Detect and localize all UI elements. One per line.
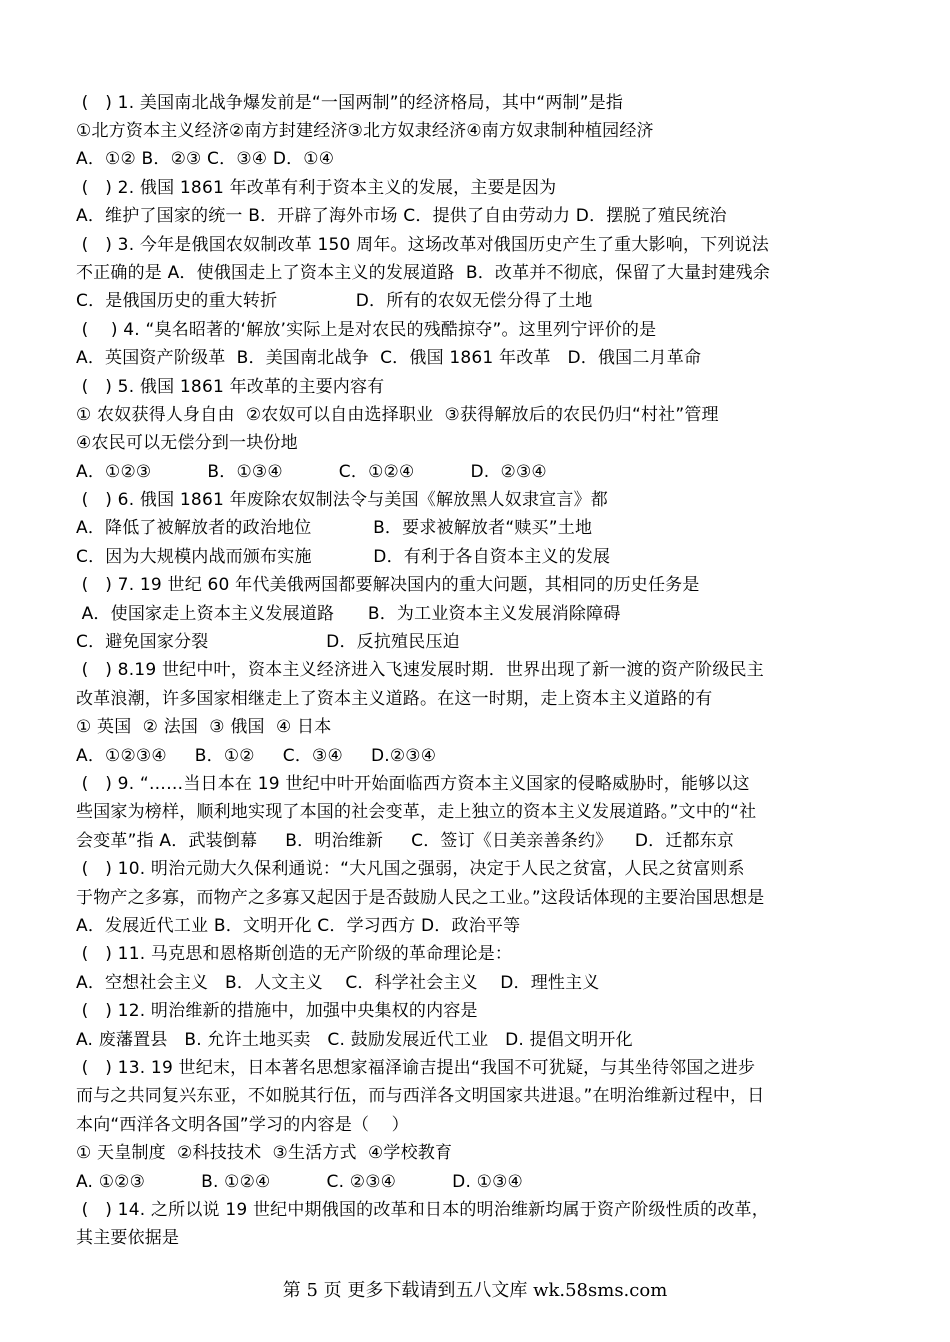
text-line: A．空想社会主义 B．人文主义 C．科学社会主义 D．理性主义	[76, 973, 600, 993]
text-line: ( ) 6. 俄国 1861 年废除农奴制法令与美国《解放黑人奴隶宣言》都	[76, 490, 608, 510]
text-line: A．发展近代工业 B．文明开化 C．学习西方 D．政治平等	[76, 916, 521, 936]
text-line: ( ) 14. 之所以说 19 世纪中期俄国的改革和日本的明治维新均属于资产阶级性质的改革，	[76, 1200, 769, 1220]
text-line: ① 天皇制度 ②科技技术 ③生活方式 ④学校教育	[76, 1143, 453, 1163]
text-line: ( ) 2. 俄国 1861 年改革有利于资本主义的发展，主要是因为	[76, 178, 557, 198]
text-line: C．是俄国历史的重大转折 D．所有的农奴无偿分得了土地	[76, 291, 593, 311]
text-line: 本向“西洋各文明各国”学习的内容是（ ）	[76, 1115, 409, 1135]
text-line: A. 废藩置县 B. 允许土地买卖 C. 鼓励发展近代工业 D. 提倡文明开化	[76, 1030, 633, 1050]
text-line: A．英国资产阶级革 B．美国南北战争 C．俄国 1861 年改革 D．俄国二月革命	[76, 348, 702, 368]
text-line: 其主要依据是	[76, 1228, 180, 1248]
text-line: ( ) 5. 俄国 1861 年改革的主要内容有	[76, 377, 385, 397]
text-line: A．①②③ B．①③④ C．①②④ D. ②③④	[76, 462, 547, 482]
text-line: A．使国家走上资本主义发展道路 B．为工业资本主义发展消除障碍	[76, 604, 621, 624]
text-line: ( ) 7. 19 世纪 60 年代美俄两国都要解决国内的重大问题，其相同的历史任务是	[76, 575, 700, 595]
text-line: ( ) 8.19 世纪中叶，资本主义经济进入飞速发展时期．世界出现了新一渡的资产阶级民主	[76, 660, 764, 680]
text-line: 改革浪潮，许多国家相继走上了资本主义道路。在这一时期，走上资本主义道路的有	[76, 689, 713, 709]
text-line: A．①②③④ B．①② C．③④ D.②③④	[76, 746, 437, 766]
page-footer: 第 5 页 更多下载请到五八文库 wk.58sms.com	[282, 1280, 668, 1301]
text-line: C．避免国家分裂 D．反抗殖民压迫	[76, 632, 460, 652]
text-line: ( ) 4. “臭名昭著的‘解放’实际上是对农民的残酷掠夺”。这里列宁评价的是	[76, 320, 657, 340]
text-line: A．降低了被解放者的政治地位 B．要求被解放者“赎买”土地	[76, 518, 593, 538]
text-line: ①北方资本主义经济②南方封建经济③北方奴隶经济④南方奴隶制种植园经济	[76, 121, 654, 141]
text-line: A. ①②③ B. ①②④ C. ②③④ D. ①③④	[76, 1172, 523, 1192]
text-line: ④农民可以无偿分到一块份地	[76, 433, 298, 453]
text-line: 而与之共同复兴东亚，不如脱其行伍，而与西洋各文明国家共进退。”在明治维新过程中，日	[76, 1086, 765, 1106]
text-line: ( ) 13. 19 世纪末，日本著名思想家福泽谕吉提出“我国不可犹疑，与其坐待邻国之进步	[76, 1058, 756, 1078]
text-line: 不正确的是 A．使俄国走上了资本主义的发展道路 B．改革并不彻底，保留了大量封建残余	[76, 263, 771, 283]
text-line: ① 农奴获得人身自由 ②农奴可以自由选择职业 ③获得解放后的农民仍归“村社”管理	[76, 405, 719, 425]
text-line: ( ) 9. “……当日本在 19 世纪中叶开始面临西方资本主义国家的侵略威胁时，能够以这	[76, 774, 750, 794]
text-line: ( ) 1. 美国南北战争爆发前是“一国两制”的经济格局，其中“两制”是指	[76, 93, 624, 113]
text-line: C．因为大规模内战而颁布实施 D．有利于各自资本主义的发展	[76, 547, 611, 567]
text-line: ① 英国 ② 法国 ③ 俄国 ④ 日本	[76, 717, 332, 737]
text-line: 会变革”指 A．武装倒幕 B．明治维新 C．签订《日美亲善条约》 D．迁都东京	[76, 831, 735, 851]
text-line: ( ) 3. 今年是俄国农奴制改革 150 周年。这场改革对俄国历史产生了重大影响，下列说法	[76, 235, 769, 255]
text-line: 于物产之多寡，而物产之多寡又起因于是否鼓励人民之工业。”这段话体现的主要治国思想是	[76, 888, 765, 908]
text-line: 些国家为榜样，顺利地实现了本国的社会变革，走上独立的资本主义发展道路。”文中的“社	[76, 802, 757, 822]
text-line: A．①② B．②③ C．③④ D．①④	[76, 149, 335, 169]
text-line: ( ) 12. 明治维新的措施中，加强中央集权的内容是	[76, 1001, 478, 1021]
text-line: ( ) 10. 明治元勋大久保利通说：“大凡国之强弱，决定于人民之贫富，人民之贫富则系	[76, 859, 745, 879]
text-line: ( ) 11. 马克思和恩格斯创造的无产阶级的革命理论是：	[76, 944, 513, 964]
text-line: A．维护了国家的统一 B．开辟了海外市场 C．提供了自由劳动力 D．摆脱了殖民统治	[76, 206, 727, 226]
